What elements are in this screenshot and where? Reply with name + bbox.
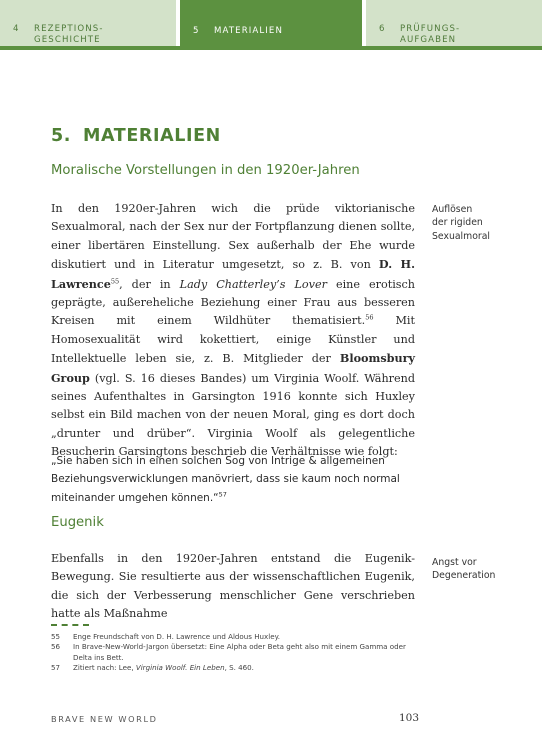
tab-label: REZEPTIONS- GESCHICHTE: [34, 24, 104, 45]
tab-label: MATERIALIEN: [214, 26, 283, 36]
person-name: D. H. Lawrence: [51, 257, 415, 291]
tab-number: 4: [13, 24, 20, 34]
tab-pruefungsaufgaben[interactable]: [366, 0, 542, 46]
footnote-divider: [51, 624, 89, 626]
tab-underline: [0, 46, 542, 50]
section-heading-eugenik: Eugenik: [51, 515, 104, 530]
margin-note-degeneration: Angst vor Degeneration: [432, 557, 496, 582]
footnote-ref[interactable]: 55: [110, 276, 120, 285]
tab-label: PRÜFUNGS- AUFGABEN: [400, 24, 461, 45]
block-quote: „Sie haben sich in einen solchen Sog von Intrige & allgemeinen Beziehungsverwicklungen manövriert, dass sie kaum noch normal miteinander umgehen können.“$^{57}$: [51, 455, 400, 504]
chapter-title: [51, 126, 221, 146]
footnote-item: 57 Zitiert nach: Lee, Virginia Woolf. Ein Leben, S. 460.: [51, 663, 254, 673]
tab-number: 6: [379, 24, 386, 34]
chapter-tabs: [0, 0, 542, 46]
chapter-title-text: MATERIALIEN: [83, 126, 221, 146]
footnote-ref[interactable]: 56: [365, 313, 374, 322]
tab-number: 5: [193, 26, 200, 36]
body-paragraph-moral: In den 1920er-Jahren wich die prüde viktorianische Sexualmoral, nach der Sex nur der Fortpflanzung dienen sollte, einer libertären Einstellung. Sex außerhalb der Ehe wurde diskutiert und in Literatur umgesetzt, so z. B. von D. H. Lawrence$^{55}$, der in Lady Chatterley’s Lover eine erotisch geprägte, außereheliche Beziehung einer Frau aus besseren Kreisen mit einem Wildhüter thematisiert.$^{56}$ Mit Homosexualität wird kokettiert, einige Künstler und Intellektuelle leben sie, z. B. Mitglieder der Bloomsbury Group (vgl. S. 16 dieses Bandes) um Virginia Woolf. Während seines Aufenthaltes in Garsington 1916 konnte sich Huxley selbst ein Bild machen von der neuen Moral, ging es dort doch „drunter und drüber“. Virginia Woolf als gelegentliche Besucherin Garsingtons beschrieb die Verhältnisse wie folgt:: [51, 202, 415, 459]
tab-materialien[interactable]: [180, 0, 362, 46]
footer-book-title: BRAVE NEW WORLD: [51, 714, 158, 724]
margin-note-sexualmoral: Auflösen der rigiden Sexualmoral: [432, 204, 490, 242]
group-name: Bloomsbury Group: [51, 351, 415, 385]
footnote-item: 56 In Brave-New-World-Jargon übersetzt: Eine Alpha oder Beta geht also mit einem Gamma oder Delta ins Bett.: [51, 642, 406, 662]
body-paragraph-eugenik: Ebenfalls in den 1920er-Jahren entstand die Eugenik-Bewegung. Sie resultierte aus der wissenschaftlichen Eugenik, die sich der Verbesserung menschlicher Gene verschrieben hatte als Maßnahme: [51, 552, 415, 621]
book-title: Lady Chatterley’s Lover: [179, 277, 327, 291]
footnote-item: 55 Enge Freundschaft von D. H. Lawrence und Aldous Huxley.: [51, 632, 281, 641]
page-number: 103: [399, 712, 420, 724]
section-heading-moral: Moralische Vorstellungen in den 1920er-Jahren: [51, 163, 360, 178]
chapter-number: 5.: [51, 126, 72, 146]
footnote-ref[interactable]: 57: [218, 490, 227, 499]
footnotes: [51, 632, 421, 674]
tab-rezeptionsgeschichte[interactable]: [0, 0, 176, 46]
